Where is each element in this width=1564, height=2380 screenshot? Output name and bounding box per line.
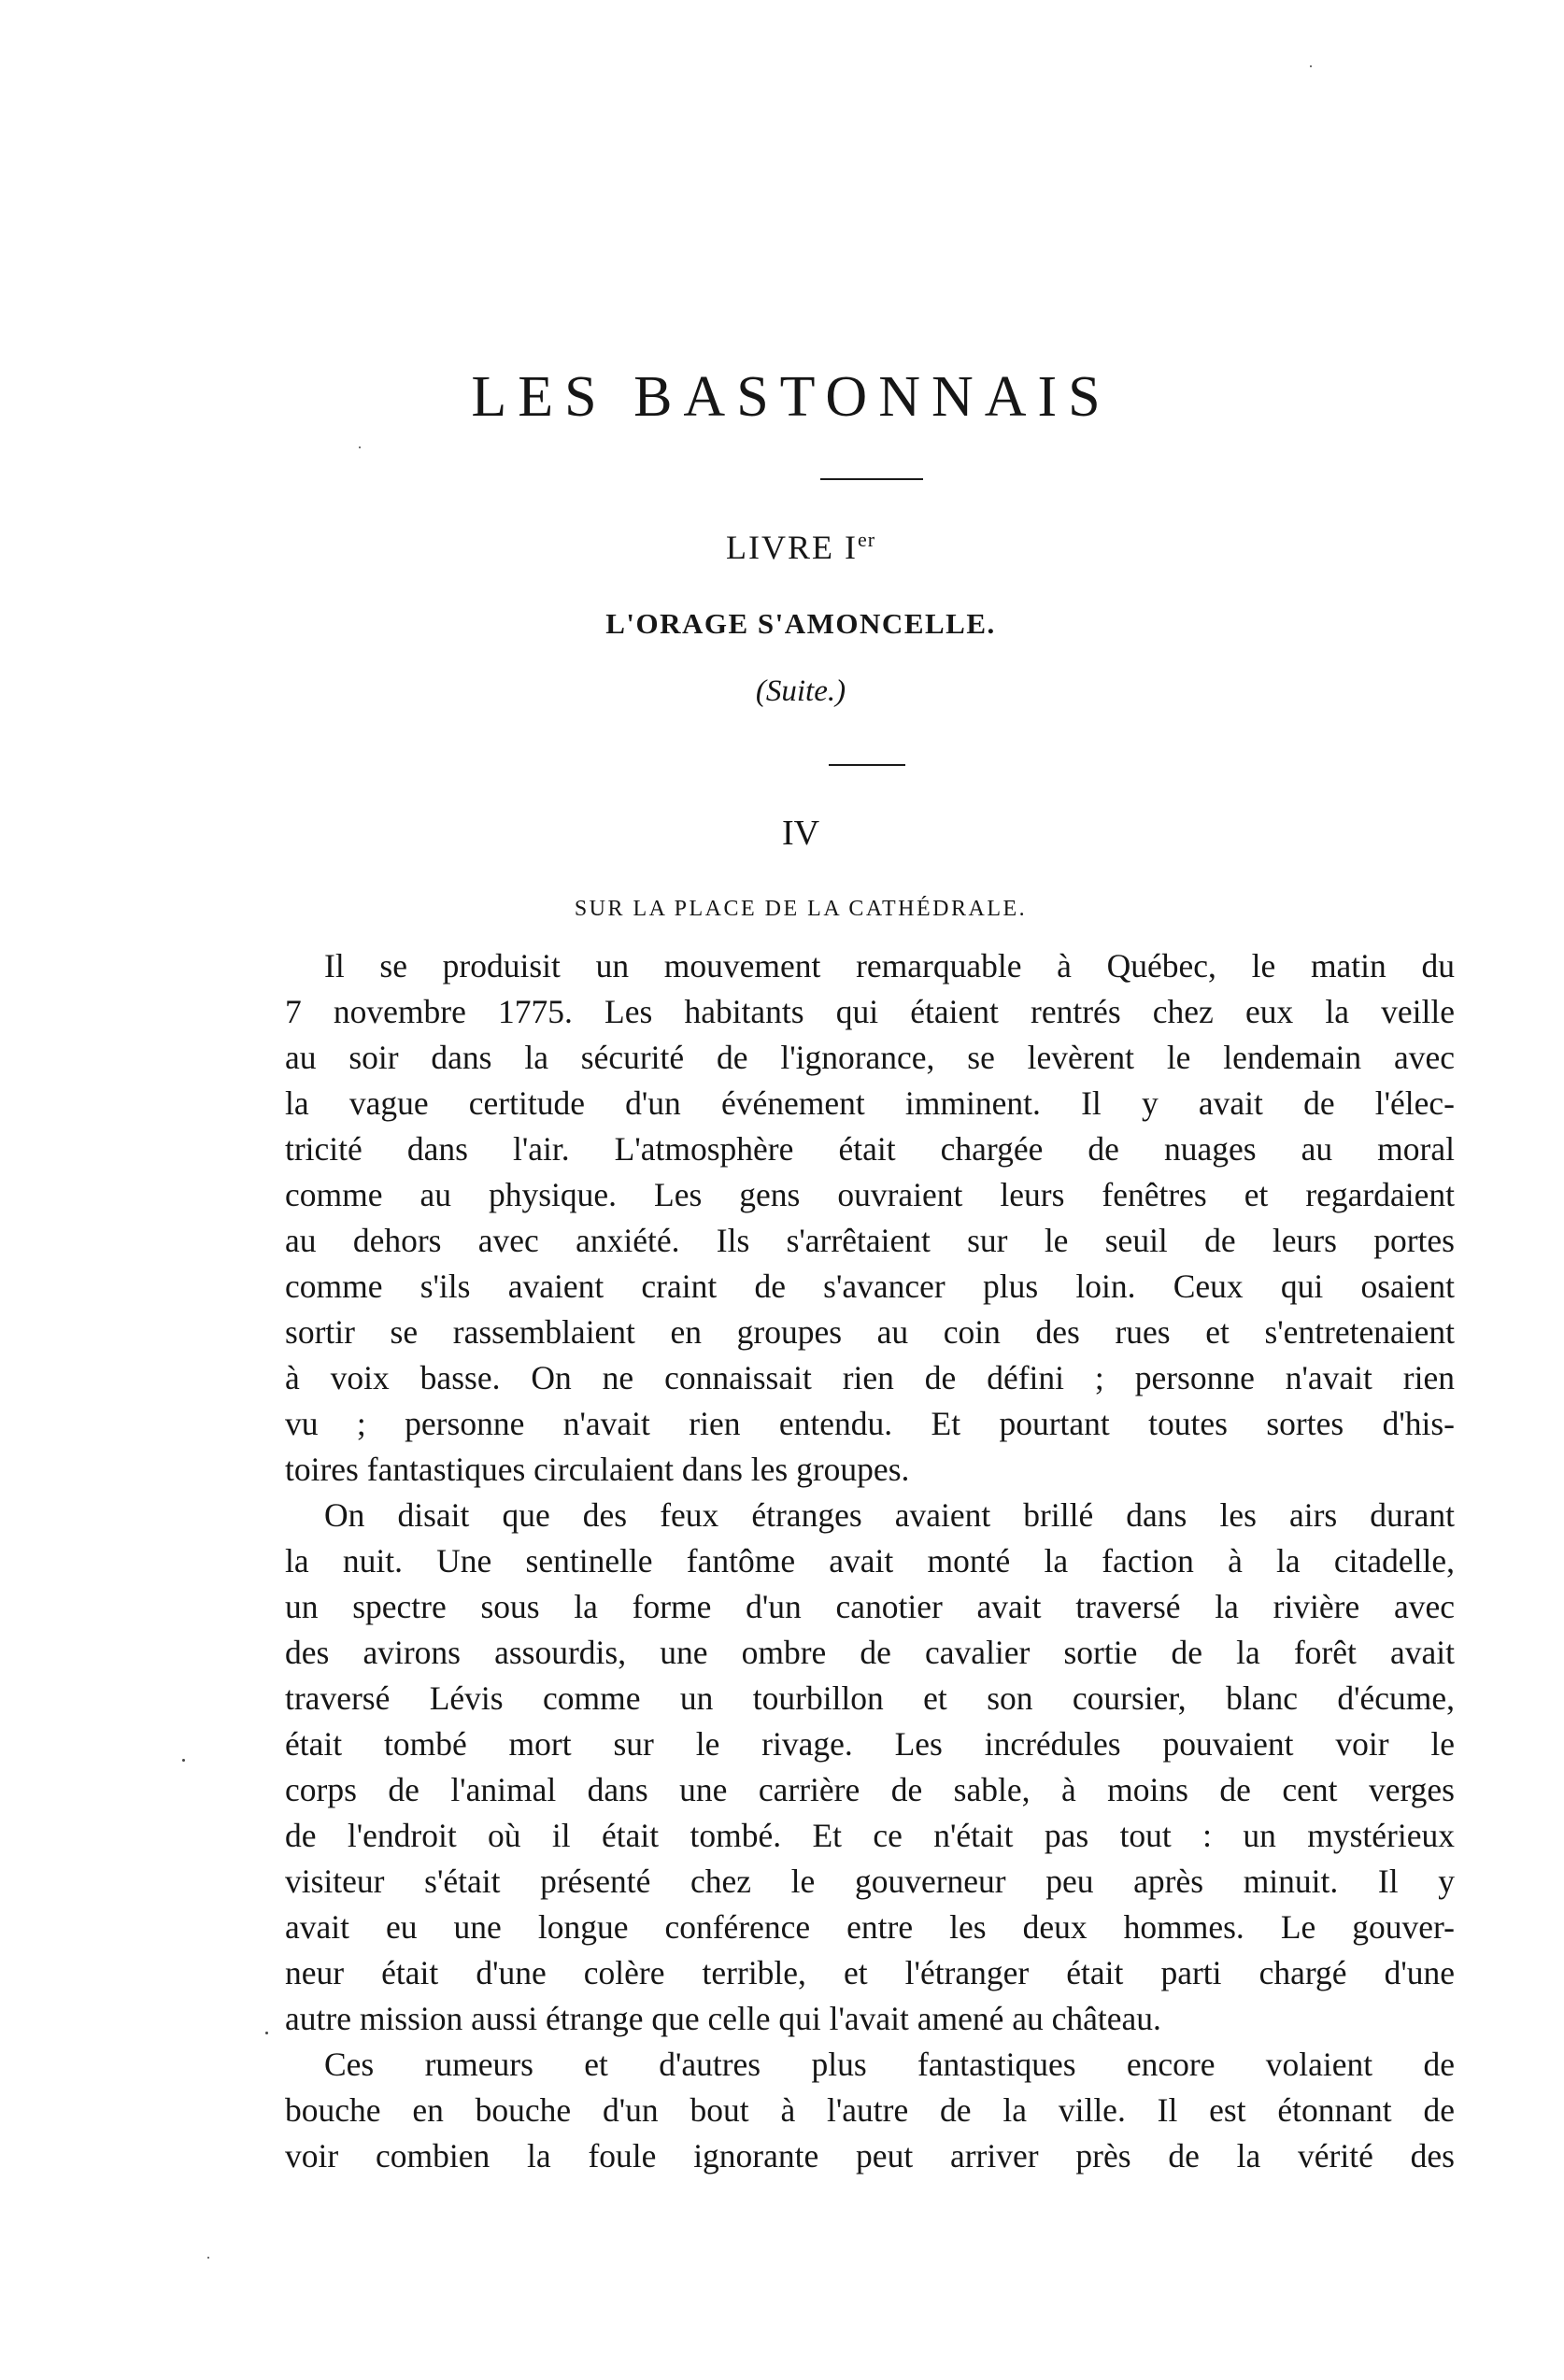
text-line: la nuit. Une sentinelle fantôme avait monté la faction à la citadelle, (285, 1542, 1455, 1580)
text-line: des avirons assourdis, une ombre de cavalier sortie de la forêt avait (285, 1634, 1455, 1671)
text-line: au soir dans la sécurité de l'ignorance, se levèrent le lendemain avec (285, 1039, 1455, 1076)
text-line: était tombé mort sur le rivage. Les incrédules pouvaient voir le (285, 1725, 1455, 1763)
text-line: On disait que des feux étranges avaient brillé dans les airs durant (324, 1496, 1455, 1534)
text-line: avait eu une longue conférence entre les deux hommes. Le gouver- (285, 1908, 1455, 1946)
book-title: LES BASTONNAIS (471, 365, 1112, 429)
print-speck (1310, 65, 1312, 67)
paragraph (285, 1493, 1455, 2042)
print-speck (359, 446, 361, 448)
text-line: 7 novembre 1775. Les habitants qui étaient rentrés chez eux la veille (285, 993, 1455, 1030)
suite-label (0, 674, 1564, 709)
livre-superscript: er (857, 528, 876, 551)
section-rule (829, 764, 905, 766)
paragraph (285, 2042, 1455, 2179)
text-line: un spectre sous la forme d'un canotier avait traversé la rivière avec (285, 1588, 1455, 1625)
text-line: au dehors avec anxiété. Ils s'arrêtaient sur le seuil de leurs portes (285, 1222, 1455, 1259)
text-line: vu ; personne n'avait rien entendu. Et pourtant toutes sortes d'his- (285, 1405, 1455, 1442)
text-line: corps de l'animal dans une carrière de sable, à moins de cent verges (285, 1771, 1455, 1808)
text-line: tricité dans l'air. L'atmosphère était chargée de nuages au moral (285, 1130, 1455, 1168)
text-line: toires fantastiques circulaient dans les groupes. (285, 1451, 910, 1488)
text-line: Il se produisit un mouvement remarquable à Québec, le matin du (324, 947, 1455, 985)
text-line: Ces rumeurs et d'autres plus fantastiques encore volaient de (324, 2046, 1455, 2083)
suite-text: (Suite.) (755, 674, 846, 708)
print-speck (207, 2257, 209, 2259)
text-line: traversé Lévis comme un tourbillon et son coursier, blanc d'écume, (285, 1679, 1455, 1717)
text-line: sortir se rassemblaient en groupes au coin des rues et s'entretenaient (285, 1313, 1455, 1351)
text-line: bouche en bouche d'un bout à l'autre de la ville. Il est étonnant de (285, 2091, 1455, 2129)
text-line: visiteur s'était présenté chez le gouverneur peu après minuit. Il y (285, 1863, 1455, 1900)
text-line: neur était d'une colère terrible, et l'étranger était parti chargé d'une (285, 1954, 1455, 1991)
text-line: comme au physique. Les gens ouvraient leurs fenêtres et regardaient (285, 1176, 1455, 1213)
text-line: autre mission aussi étrange que celle qui l'avait amené au château. (285, 2000, 1161, 2037)
body-text (285, 943, 1455, 2179)
livre-label: LIVRE I (725, 529, 858, 566)
text-line: voir combien la foule ignorante peut arriver près de la vérité des (285, 2137, 1455, 2175)
print-speck (182, 1759, 185, 1762)
text-line: de l'endroit où il était tombé. Et ce n'était pas tout : un mystérieux (285, 1817, 1455, 1854)
print-speck (265, 2032, 268, 2034)
text-line: à voix basse. On ne connaissait rien de défini ; personne n'avait rien (285, 1359, 1455, 1396)
text-line: la vague certitude d'un événement imminent. Il y avait de l'élec- (285, 1084, 1455, 1122)
paragraph (285, 943, 1455, 1493)
chapter-number: IV (781, 814, 820, 853)
text-line: comme s'ils avaient craint de s'avancer plus loin. Ceux qui osaient (285, 1268, 1455, 1305)
chapter-title: SUR LA PLACE DE LA CATHÉDRALE. (574, 897, 1028, 921)
livre-subtitle: L'ORAGE S'AMONCELLE. (605, 607, 996, 640)
livre-heading (0, 528, 1564, 567)
title-rule (820, 478, 923, 480)
